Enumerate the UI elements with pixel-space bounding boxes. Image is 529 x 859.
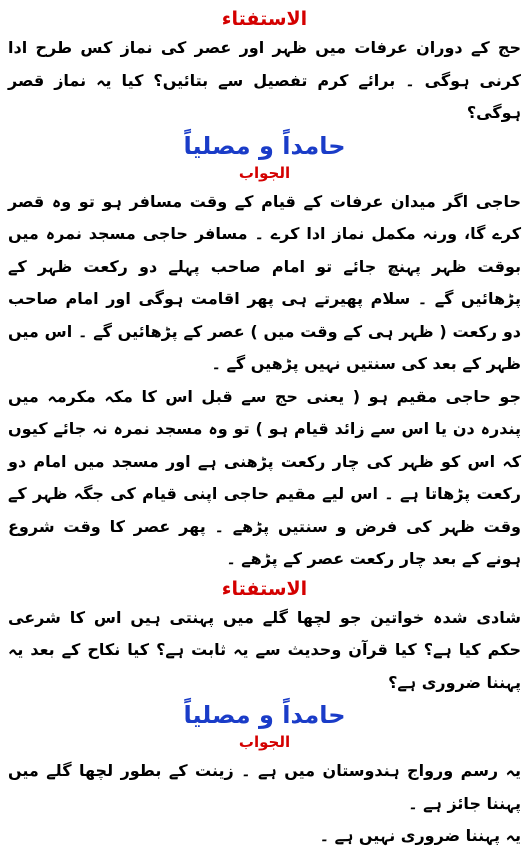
- question-text: شادی شدہ خواتین جو لچھا گلے میں پہنتی ہیں اس کا شرعی حکم کیا ہے؟ کیا قرآن وحدیث سے یہ ثابت ہے؟ کیا نکاح کے بعد یہ پہننا ضروری ہے؟: [8, 607, 521, 692]
- answer-paragraph: یہ پہننا ضروری نہیں ہے ۔: [319, 826, 521, 845]
- question-text: حج کے دوران عرفات میں ظہر اور عصر کی نماز کس طرح ادا کرنی ہوگی ۔ برائے کرم تفصیل سے بتائیں؟ کیا یہ نماز قصر ہوگی؟: [8, 38, 521, 122]
- question-heading: الاستفتاء: [221, 577, 308, 600]
- salutation-heading: حامداً و مصلیاً: [183, 701, 346, 729]
- answer-label: الجواب: [238, 163, 291, 182]
- answer-paragraph: حاجی اگر میدان عرفات کے قیام کے وقت مسافر ہو تو وہ قصر کرے گا، ورنہ مکمل نماز ادا کرے ۔ مسافر حاجی مسجد نمرہ میں بوقت ظہر پہنچ جائے تو امام صاحب پہلے دو رکعت ظہر کے پڑھائیں گے ۔ سلام پھیرتے ہی پھر اقامت ہوگی اور امام صاحب دو رکعت ( ظہر ہی کے وقت میں ) عصر کے پڑھائیں گے ۔ اس میں ظہر کے بعد کی سنتیں نہیں پڑھیں گے ۔: [8, 191, 521, 373]
- question-heading: الاستفتاء: [221, 8, 308, 30]
- answer-label: الجواب: [238, 733, 291, 751]
- answer-paragraph: جو حاجی مقیم ہو ( یعنی حج سے قبل اس کا مکہ مکرمہ میں پندرہ دن یا اس سے زائد قیام ہو ) تو وہ مسجد نمرہ نہ جائے کیوں کہ اس کو ظہر کی چار رکعت پڑھنی ہے اور مسجد میں امام دو رکعت پڑھاتا ہے ۔ اس لیے مقیم حاجی اپنی قیام کی جگہ ظہر کے وقت ظہر کی فرض و سنتیں پڑھے ۔ پھر عصر کا وقت شروع ہونے کے بعد چار رکعت عصر کے پڑھے ۔: [8, 386, 521, 568]
- salutation-heading: حامداً و مصلیاً: [183, 131, 346, 160]
- answer-paragraph: یہ رسم ورواج ہندوستان میں ہے ۔ زینت کے بطور لچھا گلے میں پہننا جائز ہے ۔: [8, 761, 521, 813]
